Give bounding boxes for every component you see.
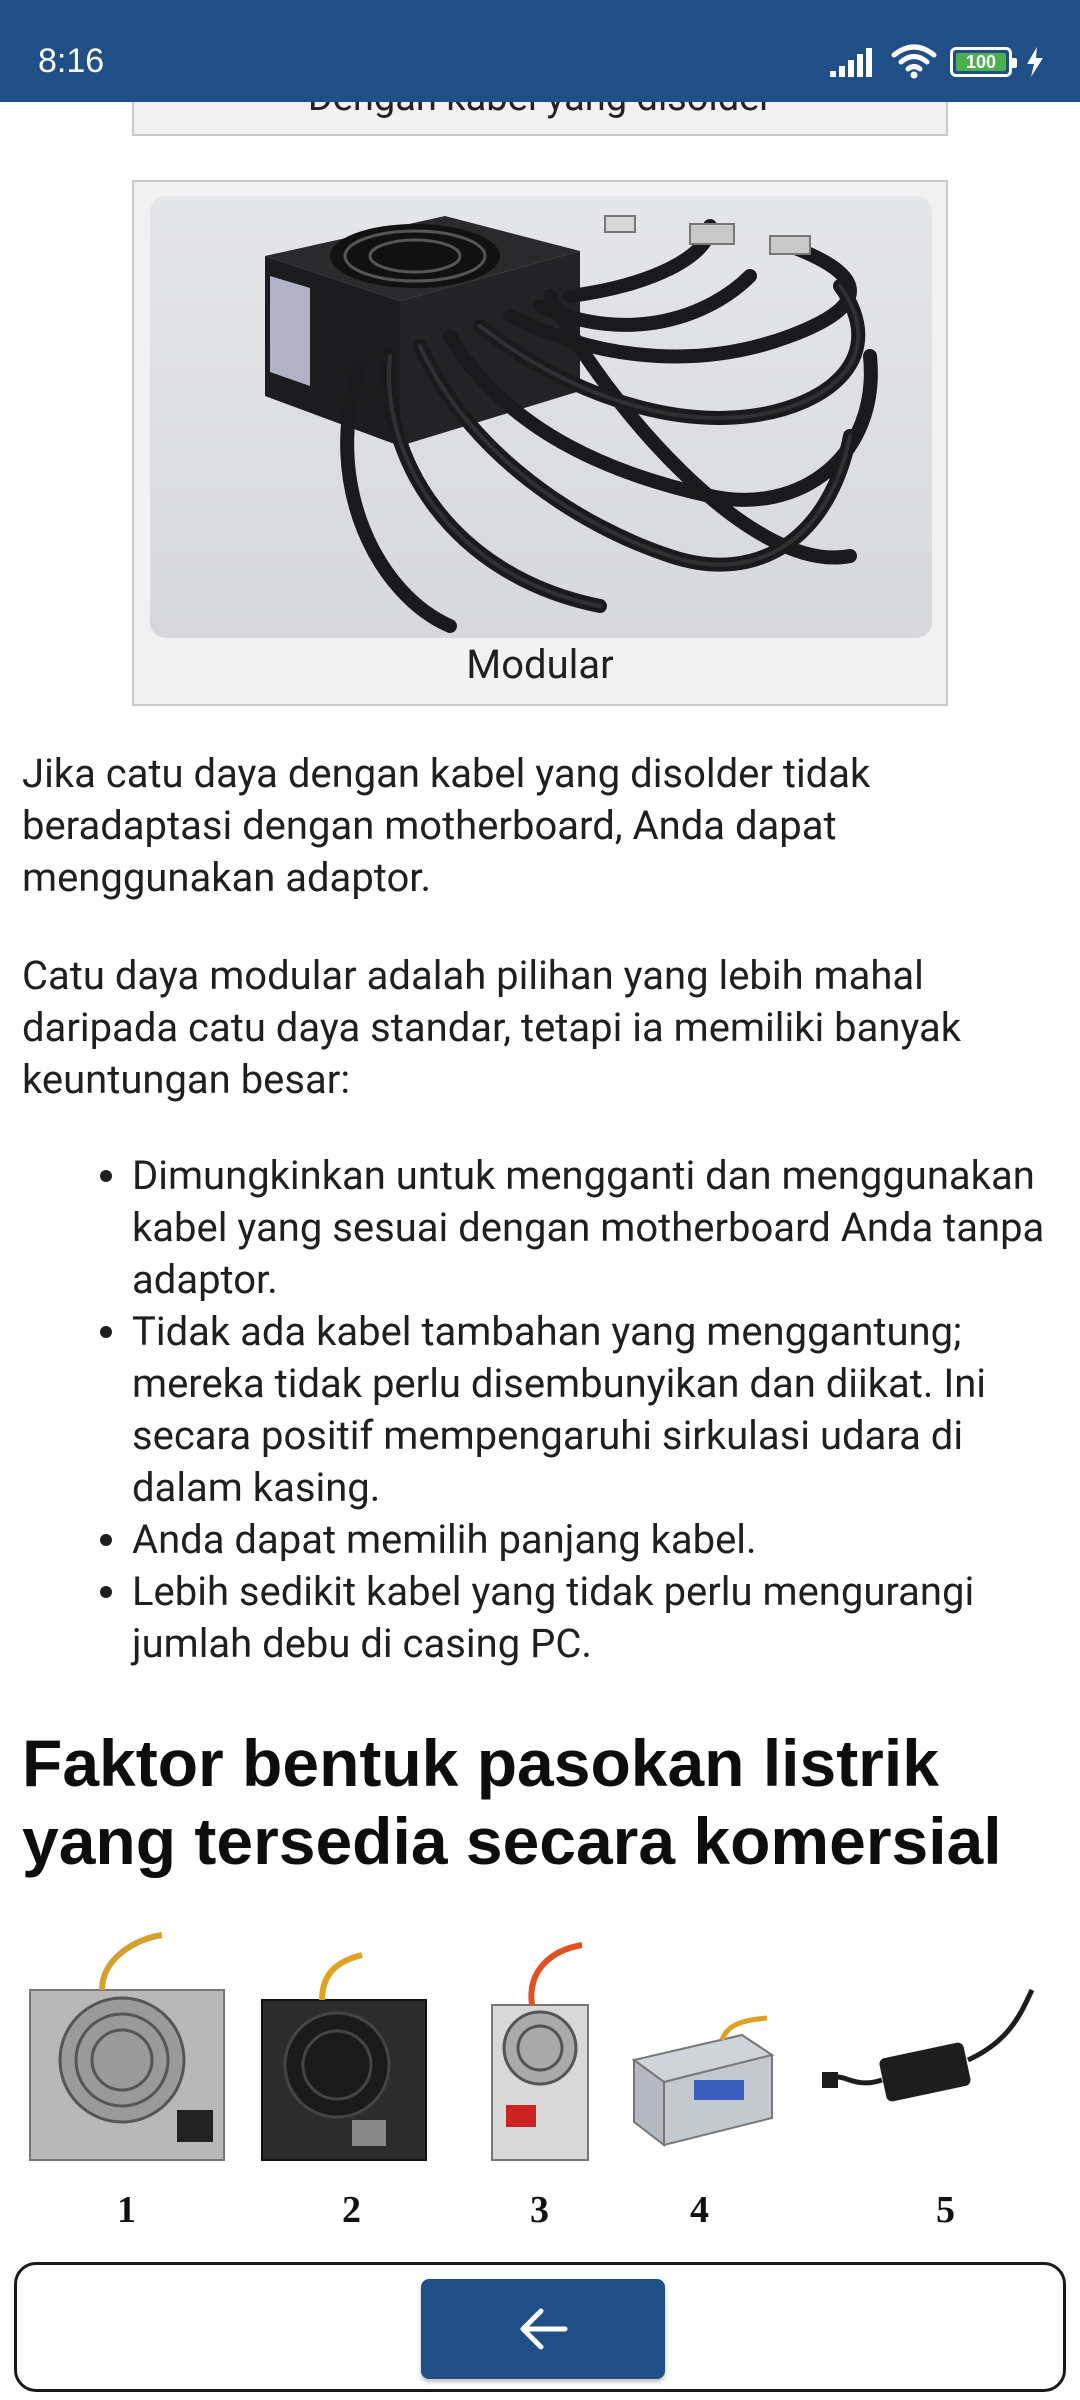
psu-label-5: 5	[936, 2189, 955, 2231]
list-item: Dimungkinkan untuk mengganti dan menggunakan kabel yang sesuai dengan motherboard Anda tanpa adaptor.	[22, 1150, 1062, 1306]
psu-tfx-image	[492, 1945, 588, 2160]
back-button[interactable]	[421, 2279, 665, 2379]
bottom-nav-bar	[14, 2262, 1066, 2392]
list-item: Anda dapat memilih panjang kabel.	[22, 1514, 1062, 1566]
charging-icon	[1026, 47, 1044, 77]
wifi-icon	[892, 45, 936, 79]
signal-icon	[830, 47, 878, 77]
battery-level: 100	[965, 51, 997, 72]
modular-psu-image	[150, 196, 932, 638]
psu-label-3: 3	[530, 2189, 549, 2231]
psu-form-factors-image	[22, 1930, 1058, 2260]
psu-flex-image	[634, 2018, 772, 2145]
psu-atx-image	[30, 1935, 224, 2160]
list-item: Tidak ada kabel tambahan yang menggantung; mereka tidak perlu disembunyikan dan diikat. Ini secara positif mempengaruhi sirkulasi udara di dalam kasing.	[22, 1306, 1062, 1514]
psu-label-2: 2	[342, 2189, 361, 2231]
paragraph-adaptor: Jika catu daya dengan kabel yang disolder tidak beradaptasi dengan motherboard, Anda dapat menggunakan adaptor.	[22, 750, 871, 901]
modular-psu-figure	[132, 180, 948, 706]
advantages-list	[22, 1150, 1062, 1670]
article-content[interactable]	[0, 102, 1080, 2262]
previous-figure	[132, 102, 948, 136]
list-item: Lebih sedikit kabel yang tidak perlu mengurangi jumlah debu di casing PC.	[22, 1566, 1062, 1670]
battery-icon	[950, 47, 1012, 77]
psu-label-4: 4	[690, 2189, 709, 2231]
status-time: 8:16	[38, 42, 105, 80]
status-icons	[830, 44, 1044, 80]
arrow-left-icon	[517, 2307, 569, 2351]
psu-adapter-image	[822, 1990, 1032, 2102]
section-heading: Faktor bentuk pasokan listrik yang tersedia secara komersial	[22, 1726, 1002, 1878]
paragraph-modular-advantages: Catu daya modular adalah pilihan yang lebih mahal daripada catu daya standar, tetapi ia memiliki banyak keuntungan besar:	[22, 952, 962, 1103]
psu-black-image	[262, 1955, 426, 2160]
figure-caption: Modular	[466, 641, 614, 688]
psu-label-1: 1	[117, 2189, 136, 2231]
status-bar	[0, 0, 1080, 102]
